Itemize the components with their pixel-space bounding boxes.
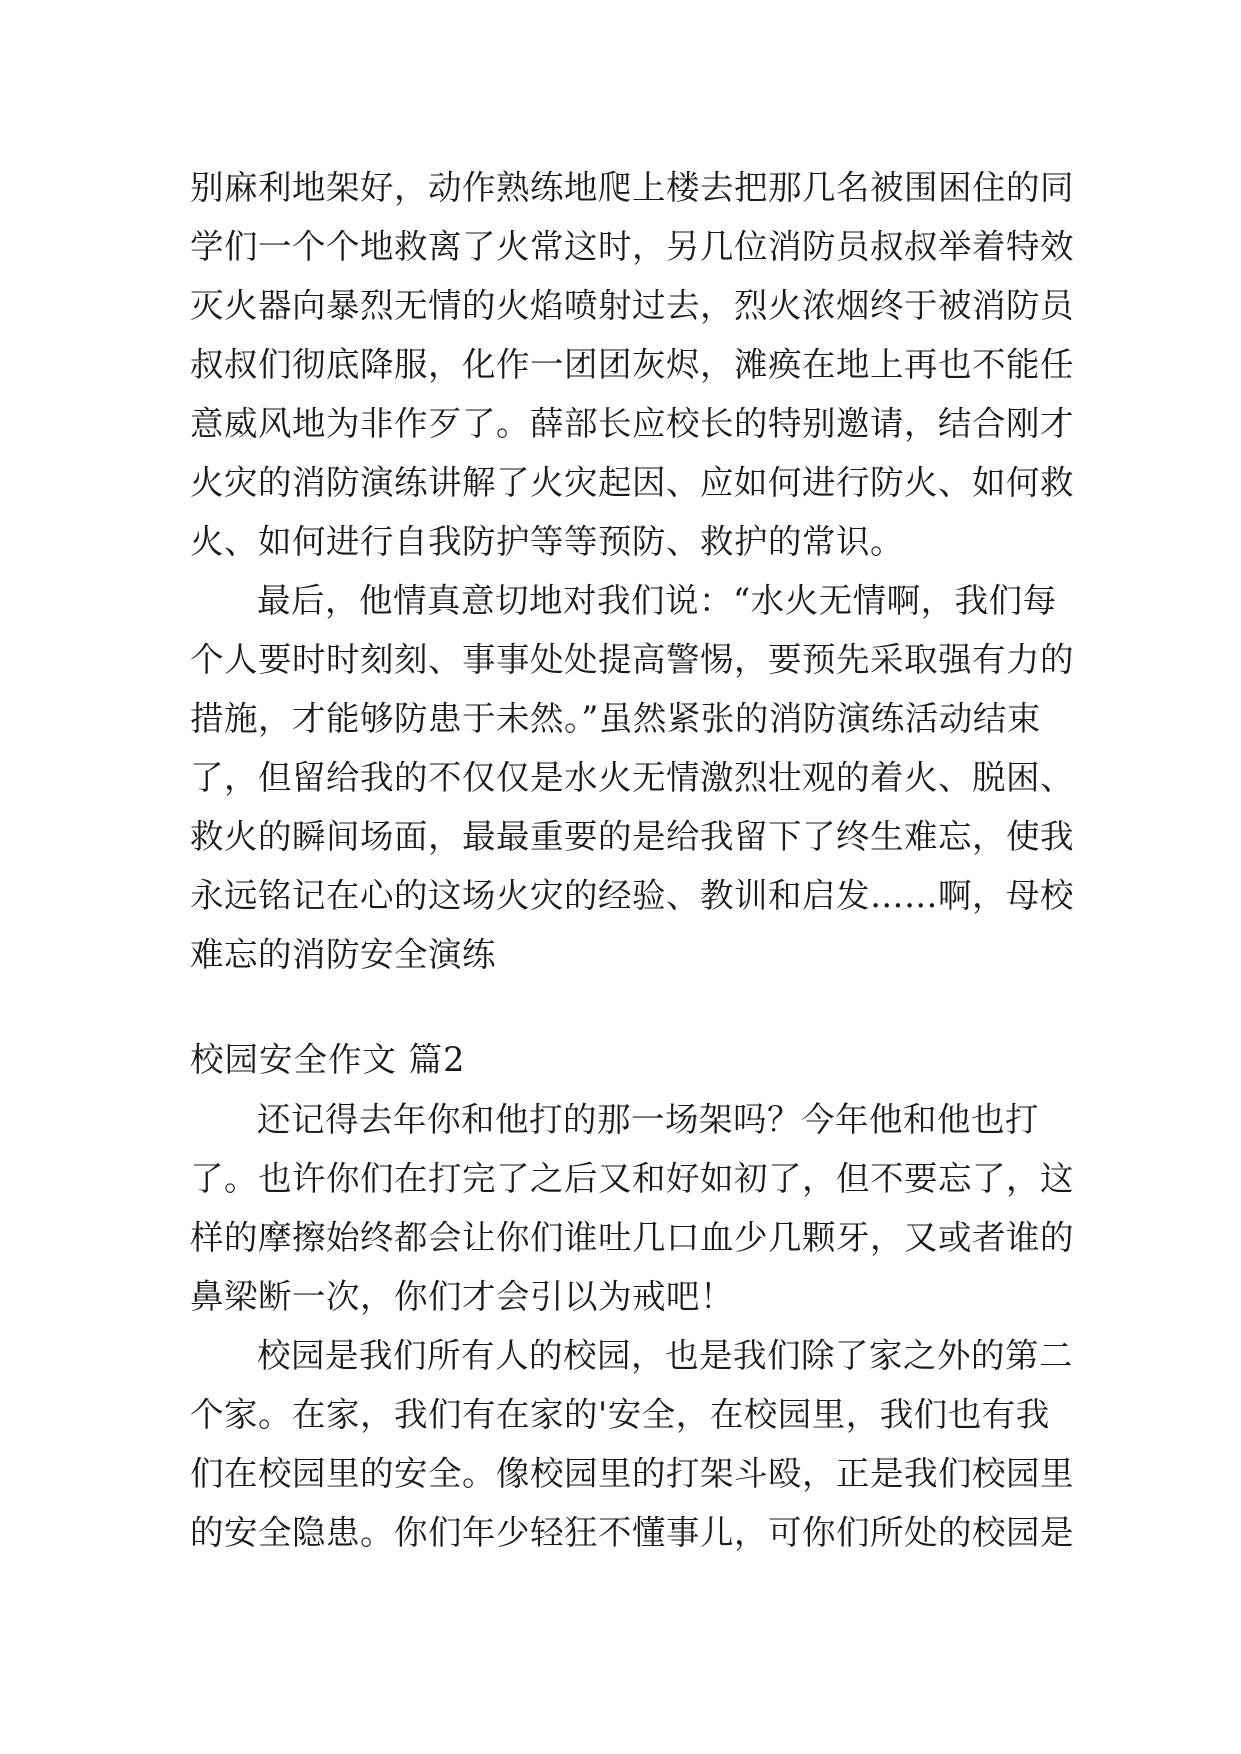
text-line: 鼻梁断一次，你们才会引以为戒吧！	[190, 1277, 734, 1316]
text-line: 火灾的消防演练讲解了火灾起因、应如何进行防火、如何救	[190, 463, 1074, 502]
text-line: 别麻利地架好，动作熟练地爬上楼去把那几名被围困住的同	[190, 168, 1074, 207]
text-line: 了，但留给我的不仅仅是水火无情激烈壮观的着火、脱困、	[190, 758, 1074, 797]
text-line: 了。也许你们在打完了之后又和好如初了，但不要忘了，这	[190, 1159, 1074, 1198]
text-line: 最后，他情真意切地对我们说：“水火无情啊，我们每	[257, 581, 1057, 620]
text-line: 难忘的消防安全演练	[190, 935, 496, 974]
text-line: 还记得去年你和他打的那一场架吗？今年他和他也打	[257, 1100, 1039, 1139]
text-line: 个人要时时刻刻、事事处处提高警惕，要预先采取强有力的	[190, 640, 1074, 679]
text-line: 永远铭记在心的这场火灾的经验、教训和启发……啊，母校	[190, 876, 1074, 915]
text-line: 学们一个个地救离了火常这时，另几位消防员叔叔举着特效	[190, 227, 1074, 266]
text-line: 措施，才能够防患于未然。”虽然紧张的消防演练活动结束	[190, 699, 1041, 738]
text-line: 灭火器向暴烈无情的火焰喷射过去，烈火浓烟终于被消防员	[190, 286, 1074, 325]
text-line: 火、如何进行自我防护等等预防、救护的常识。	[190, 522, 904, 561]
text-line: 叔叔们彻底降服，化作一团团灰烬，滩痪在地上再也不能任	[190, 345, 1074, 384]
text-line: 个家。在家，我们有在家的'安全，在校园里，我们也有我	[190, 1395, 1050, 1434]
text-line: 意威风地为非作歹了。薛部长应校长的特别邀请，结合刚才	[190, 404, 1074, 443]
section-heading: 校园安全作文 篇2	[190, 1040, 466, 1079]
text-line: 样的摩擦始终都会让你们谁吐几口血少几颗牙，又或者谁的	[190, 1218, 1074, 1257]
text-line: 救火的瞬间场面，最最重要的是给我留下了终生难忘，使我	[190, 817, 1074, 856]
text-line: 的安全隐患。你们年少轻狂不懂事儿，可你们所处的校园是	[190, 1513, 1074, 1552]
text-line: 校园是我们所有人的校园，也是我们除了家之外的第二	[257, 1336, 1073, 1375]
text-line: 们在校园里的安全。像校园里的打架斗殴，正是我们校园里	[190, 1454, 1074, 1493]
